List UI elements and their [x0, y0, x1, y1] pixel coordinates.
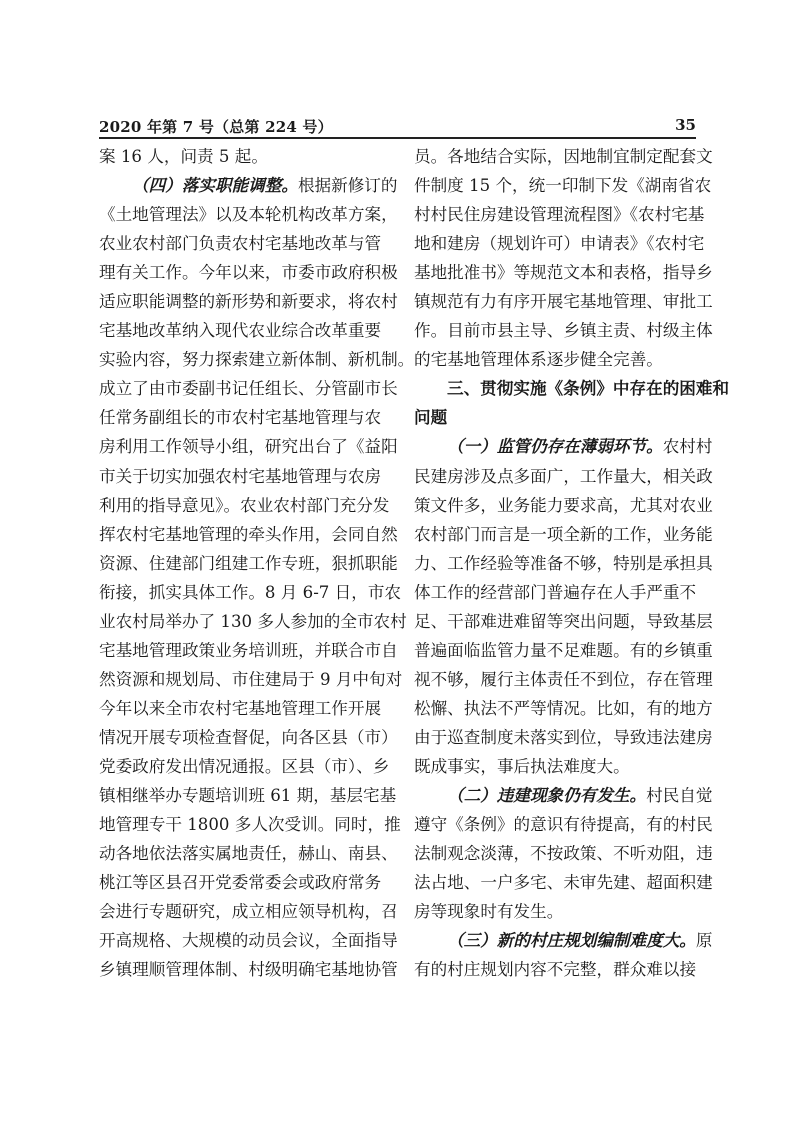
body-text: 既成事实，事后执法难度大。 — [414, 756, 630, 776]
header-rule — [99, 137, 696, 139]
body-text: 市关于切实加强农村宅基地管理与农房 — [99, 466, 382, 486]
body-text: 桃江等区县召开党委常委会或政府常务 — [99, 873, 382, 893]
text-line — [414, 926, 713, 955]
subsection-title: （一）监管仍存在薄弱环节。 — [447, 437, 663, 457]
body-text: 开高规格、大规模的动员会议，全面指导 — [99, 931, 398, 951]
body-text: 力、工作经验等准备不够，特别是承担具 — [414, 553, 713, 573]
body-text: 基地批准书》等规范文本和表格，指导乡 — [414, 263, 713, 283]
body-text: 实验内容，努力探索建立新体制、新机制。 — [99, 350, 415, 370]
body-text: 根据新修订的 — [297, 176, 398, 196]
body-text: 理有关工作。今年以来，市委市政府积极 — [99, 263, 398, 283]
body-text: 任常务副组长的市农村宅基地管理与农 — [99, 408, 382, 428]
text-line — [99, 345, 415, 374]
text-line — [414, 955, 696, 984]
text-line — [414, 462, 713, 491]
text-line — [99, 694, 381, 723]
body-text: 宅基地管理政策业务培训班，并联合市自 — [99, 640, 398, 660]
text-line — [99, 578, 402, 607]
text-line — [99, 665, 403, 694]
body-text: 情况开展专项检查督促，向各区县（市） — [99, 727, 398, 747]
text-line — [99, 287, 398, 316]
text-line — [99, 200, 398, 229]
left-column — [99, 142, 415, 984]
text-line — [99, 839, 398, 868]
text-line — [99, 520, 398, 549]
text-line — [414, 316, 713, 345]
text-line — [414, 345, 696, 374]
body-text: 体工作的经营部门普遍存在人手严重不 — [414, 582, 697, 602]
body-text: 的宅基地管理体系逐步健全完善。 — [414, 350, 663, 370]
text-line — [414, 607, 713, 636]
body-text: 成立了由市委副书记任组长、分管副市长 — [99, 379, 398, 399]
text-line — [414, 868, 713, 897]
text-line — [99, 868, 381, 897]
body-text: 乡镇理顺管理体制、村级明确宅基地协管 — [99, 960, 398, 980]
section-heading: 三、贯彻实施《条例》中存在的困难和 — [447, 379, 730, 399]
text-line — [99, 897, 398, 926]
text-line — [414, 897, 696, 926]
body-text: 业农村局举办了 130 多人参加的全市农村 — [99, 611, 407, 631]
text-line — [99, 258, 398, 287]
body-text: 党委政府发出情况通报。区县（市）、乡 — [99, 756, 390, 776]
body-text: 有的村庄规划内容不完整，群众难以接 — [414, 960, 697, 980]
body-text: 策文件多，业务能力要求高，尤其对农业 — [414, 495, 713, 515]
body-text: 镇相继举办专题培训班 61 期，基层宅基 — [99, 786, 397, 806]
text-line — [99, 955, 398, 984]
body-text: 挥农村宅基地管理的牵头作用，会同自然 — [99, 524, 398, 544]
subsection-title: （二）违建现象仍有发生。 — [447, 786, 647, 806]
body-text: 件制度 15 个，统一印制下发《湖南省农 — [414, 176, 712, 196]
body-text: 会进行专题研究，成立相应领导机构，召 — [99, 902, 398, 922]
text-line — [414, 665, 713, 694]
body-text: 案 16 人，问责 5 起。 — [99, 147, 268, 166]
text-line — [414, 432, 713, 461]
text-line — [414, 694, 713, 723]
text-line — [414, 520, 713, 549]
body-text: 民建房涉及点多面广，工作量大，相关政 — [414, 466, 713, 486]
subsection-title: （三）新的村庄规划编制难度大。 — [447, 931, 696, 951]
body-text: 作。目前市县主导、乡镇主责、村级主体 — [414, 321, 713, 341]
text-line — [99, 607, 407, 636]
body-text: 今年以来全市农村宅基地管理工作开展 — [99, 698, 382, 718]
text-line — [414, 549, 713, 578]
body-text: 原 — [695, 931, 713, 951]
body-text: 房利用工作领导小组，研究出台了《益阳 — [99, 437, 398, 457]
issue-label: 2020 年第 7 号（总第 224 号） — [99, 118, 333, 136]
body-text: 资源、住建部门组建工作专班，狠抓职能 — [99, 553, 398, 573]
text-line — [99, 316, 381, 345]
body-text: 适应职能调整的新形势和新要求，将农村 — [99, 292, 398, 312]
text-line — [99, 926, 398, 955]
section-heading: 问题 — [414, 408, 448, 428]
text-line — [99, 491, 390, 520]
body-text: 然资源和规划局、市住建局于 9 月中旬对 — [99, 669, 403, 689]
body-text: 地管理专干 1800 多人次受训。同时，推 — [99, 815, 401, 835]
body-text: 农业农村部门负责农村宅基地改革与管 — [99, 234, 382, 254]
body-text: 足、干部难进难留等突出问题，导致基层 — [414, 611, 713, 631]
body-text: 宅基地改革纳入现代农业综合改革重要 — [99, 321, 382, 341]
text-line — [99, 723, 398, 752]
text-line — [414, 171, 712, 200]
text-line — [414, 229, 705, 258]
body-text: 遵守《条例》的意识有待提高，有的村民 — [414, 815, 713, 835]
body-text: 村民自觉 — [646, 786, 713, 806]
text-line — [99, 752, 390, 781]
text-line — [99, 636, 398, 665]
body-text: 镇规范有力有序开展宅基地管理、审批工 — [414, 292, 713, 312]
text-line — [414, 287, 713, 316]
body-text: 法占地、一户多宅、未审先建、超面积建 — [414, 873, 713, 893]
text-line — [414, 723, 713, 752]
text-line — [414, 636, 713, 665]
body-text: 由于巡查制度未落实到位，导致违法建房 — [414, 727, 713, 747]
body-text: 农村部门而言是一项全新的工作，业务能 — [414, 524, 713, 544]
subsection-title: （四）落实职能调整。 — [132, 176, 298, 196]
body-text: 普遍面临监管力量不足难题。有的乡镇重 — [414, 640, 713, 660]
text-line — [414, 839, 713, 868]
text-line — [99, 229, 381, 258]
right-column — [414, 142, 730, 984]
text-line — [99, 432, 398, 461]
text-line — [414, 810, 713, 839]
text-line — [99, 374, 398, 403]
text-line — [414, 578, 696, 607]
text-line — [414, 491, 713, 520]
text-line — [99, 142, 381, 171]
body-text: 村村民住房建设管理流程图》《农村宅基 — [414, 205, 705, 225]
text-line — [414, 752, 696, 781]
text-line — [99, 781, 397, 810]
body-text: 利用的指导意见》。农业农村部门充分发 — [99, 495, 390, 515]
body-text: 农村村 — [662, 437, 713, 457]
body-text: 衔接，抓实具体工作。8 月 6-7 日，市农 — [99, 582, 402, 602]
body-text: 地和建房（规划许可）申请表》《农村宅 — [414, 234, 705, 254]
body-text: 房等现象时有发生。 — [414, 902, 564, 922]
body-text: 法制观念淡薄，不按政策、不听劝阻，违 — [414, 844, 713, 864]
page-number: 35 — [675, 116, 696, 134]
running-header — [99, 116, 696, 136]
text-line — [99, 403, 381, 432]
body-text: 《土地管理法》以及本轮机构改革方案， — [99, 205, 398, 225]
text-line — [99, 171, 398, 200]
body-text: 员。各地结合实际，因地制宜制定配套文 — [414, 147, 713, 166]
text-line — [414, 258, 713, 287]
text-line — [99, 462, 381, 491]
text-line — [414, 200, 705, 229]
text-line — [414, 781, 713, 810]
text-line — [414, 142, 713, 171]
body-text: 松懈、执法不严等情况。比如，有的地方 — [414, 698, 713, 718]
body-text: 视不够，履行主体责任不到位，存在管理 — [414, 669, 713, 689]
body-text: 动各地依法落实属地责任，赫山、南县、 — [99, 844, 398, 864]
text-line — [99, 549, 398, 578]
text-line — [99, 810, 401, 839]
